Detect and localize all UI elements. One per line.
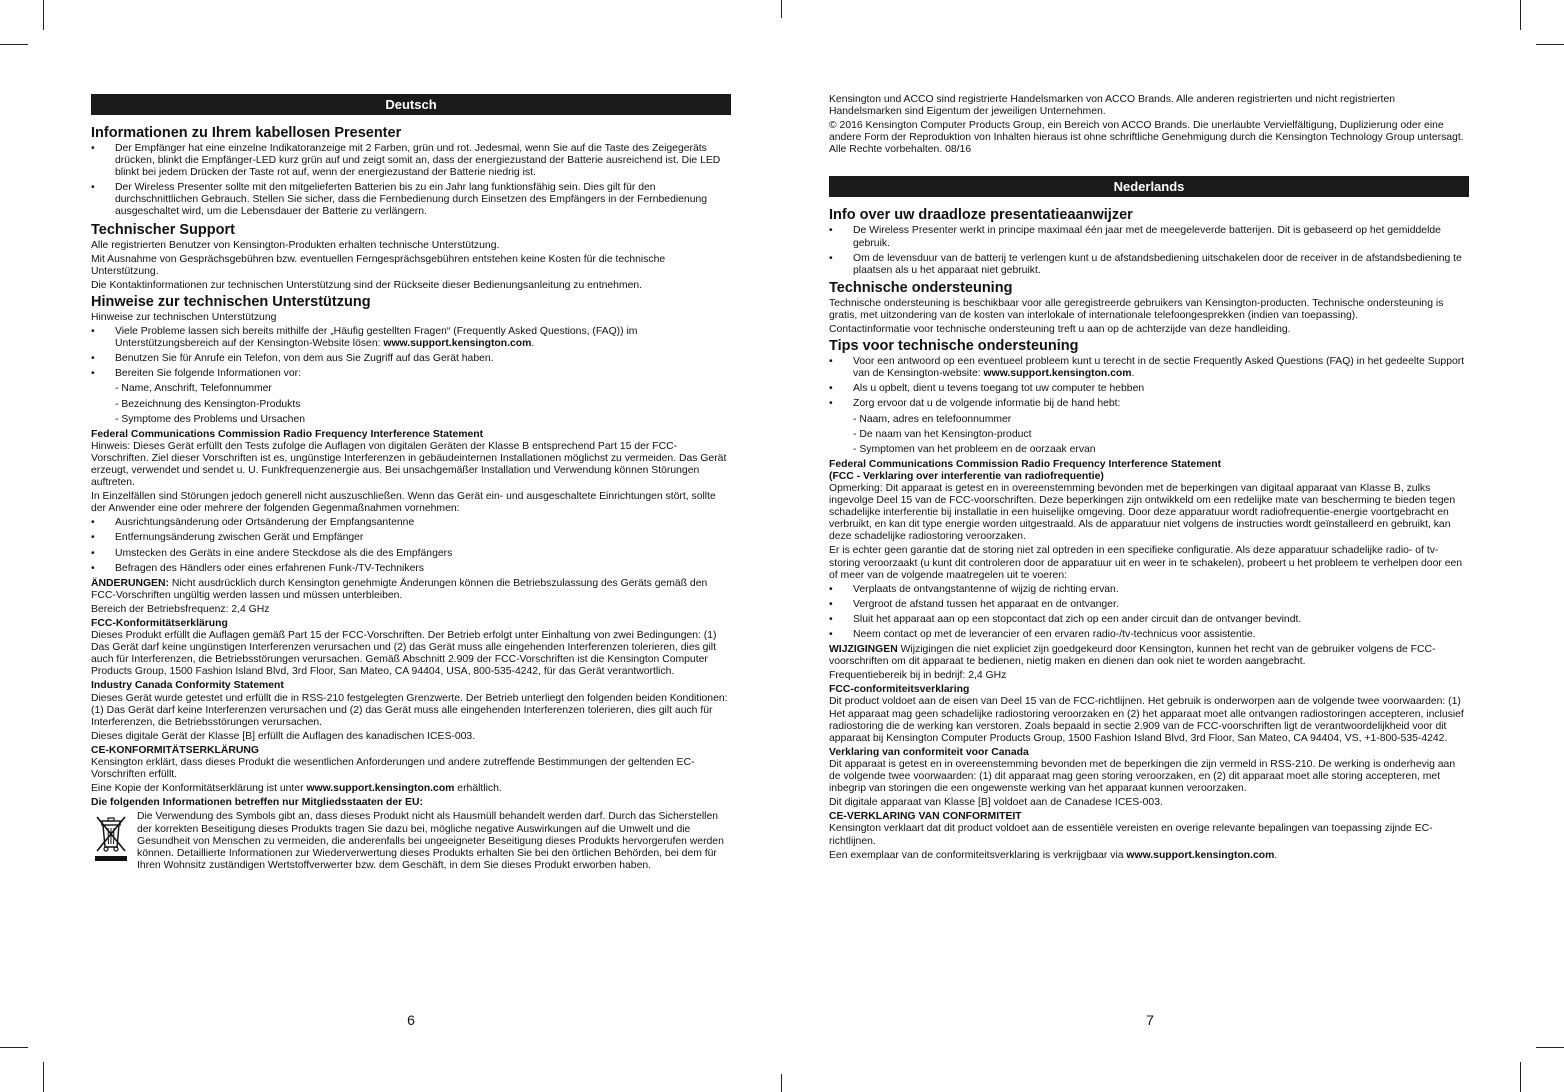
support-link[interactable]: www.support.kensington.com: [306, 783, 455, 795]
subsection-title: FCC-Konformitätserklärung: [91, 618, 228, 629]
crop-mark: [1520, 1062, 1521, 1092]
list-item: • Verplaats de ontvangstantenne of wijzig de richting ervan.: [829, 584, 1469, 596]
bullet-list: [829, 225, 1469, 276]
paragraph: Er is echter geen garantie dat de storing niet zal optreden in een specifieke configuratie. Als deze apparatuur schadelijke radio- of tv-storing veroorzaakt (u kunt dit controleren door de apparatuur uit en weer in te schakelen), probeert u het probleem te verhelpen door een of meer van de volgende maatregelen uit te voeren:: [829, 545, 1463, 581]
copyright-notice: © 2016 Kensington Computer Products Group, ein Bereich von ACCO Brands. Die unerlaubte Vervielfältigung, Duplizierung oder eine andere Form der Reproduktion von Inhalten hieraus ist ohne schriftliche Genehmigung durch die Kensington Technology Group untersagt. Alle Rechte vorbehalten. 08/16: [829, 120, 1464, 156]
paragraph: Alle registrierten Benutzer von Kensington-Produkten erhalten technische Unterstützung.: [91, 239, 500, 251]
punctuation: .: [531, 338, 535, 350]
list-item: [829, 398, 1469, 455]
list-item: • Benutzen Sie für Anrufe ein Telefon, von dem aus Sie Zugriff auf das Gerät haben.: [91, 353, 731, 365]
support-link[interactable]: www.support.kensington.com: [1126, 849, 1275, 861]
paragraph: Dit apparaat is getest en in overeenstemming bevonden met de beperkingen die zijn vermeld in RSS-210. De werking is onderhevig aan de volgende twee voorwaarden: (1) dit apparaat mag geen storing veroorzaken, en (2) dit apparaat moet alle storing accepteren, met inbegrip van storingen die een ongewenste werking van het apparaat kunnen veroorzaken.: [829, 758, 1456, 795]
paragraph: Die Kontaktinformationen zur technischen Unterstützung sind der Rückseite dieser Bedienungsanleitung zu entnehmen.: [91, 279, 643, 291]
paragraph: Dit digitale apparaat van Klasse [B] voldoet aan de Canadese ICES-003.: [829, 797, 1163, 809]
section-title: Tips voor technische ondersteuning: [829, 338, 1079, 355]
dash-item: - Naam, adres en telefoonnummer: [853, 413, 1012, 425]
section-title: Info over uw draadloze presentatieaanwijzer: [829, 207, 1133, 224]
paragraph: [829, 644, 1469, 668]
changes-label: ÄNDERUNGEN:: [91, 577, 169, 589]
list-item: • Befragen des Händlers oder eines erfahrenen Funk-/TV-Technikers: [91, 563, 731, 575]
section-title: Hinweise zur technischen Unterstützung: [91, 293, 371, 310]
bullet-list: [91, 326, 731, 426]
list-item: • Der Empfänger hat eine einzelne Indikatoranzeige mit 2 Farben, grün und rot. Jedesmal, wenn Sie auf die Taste des Zeigegeräts drücken, blinkt die Empfänger-LED kurz grün auf und zeigt somit an, dass der energiezustand der Batterie ausreichend ist. Die LED blinkt bei jedem Drücken der Taste rot auf, wenn der energiezustand der Batterie niedrig ist.: [91, 143, 731, 179]
paragraph: Kensington verklaart dat dit product voldoet aan de essentiële vereisten en overige relevante bepalingen van toepassing zijnde EC-richtlijnen.: [829, 823, 1433, 847]
support-link[interactable]: www.support.kensington.com: [383, 338, 532, 350]
dash-list: [115, 383, 731, 425]
list-item: • De Wireless Presenter werkt in principe maximaal één jaar met de meegeleverde batterijen. Dit is gebaseerd op het gemiddelde gebruik.: [829, 225, 1469, 249]
paragraph: [91, 578, 731, 602]
dash-item: - De naam van het Kensington-product: [853, 428, 1032, 440]
paragraph: Dit product voldoet aan de eisen van Deel 15 van de FCC-richtlijnen. Het gebruik is onderworpen aan de volgende twee voorwaarden: (1) Het apparaat mag geen schadelijke radiostoring veroorzaken en (2) het apparaat moet alle ontvangen radiostoringen accepteren, inclusief radiostoring die de werking kan verstoren. Zoals bepaald in sectie 2.909 van de FCC-voorschriften ligt de verantwoordelijkheid voor dit apparaat bij Kensington Computer Products Group, 1500 Fashion Island Blvd, 3rd Floor, San Mateo, CA 94404, VS, +1-800-535-4242.: [829, 696, 1464, 744]
crossed-out-wheelie-bin-icon: [93, 813, 129, 863]
subsection-title: Federal Communications Commission Radio Frequency Interference Statement: [91, 428, 484, 440]
subsection-title: Federal Communications Commission Radio Frequency Interference Statement: [829, 458, 1222, 470]
section-title: Technischer Support: [91, 221, 235, 238]
paragraph: Hinweis: Dieses Gerät erfüllt den Tests zufolge die Auflagen von digitalen Geräten der Klasse B entsprechend Part 15 der FCC-Vorschriften. Ziel dieser Vorschriften ist es, ungünstige Interferenzen in gebäudeinternen Installationen möglichst zu vermeiden. Das Gerät erzeugt, verwendet und sendet u. U. Funkfrequenzenergie aus. Bei unsachgemäßer Installation und Verwendung können Störungen auftreten.: [91, 440, 727, 489]
dash-item: - Bezeichnung des Kensington-Produkts: [115, 398, 301, 410]
paragraph-text: .: [1274, 849, 1278, 861]
page-number: 7: [1146, 1012, 1154, 1028]
trademark-notice: Kensington und ACCO sind registrierte Handelsmarken von ACCO Brands. Alle anderen registrierten und nicht registrierten Handelsmarken sind Eigentum der jeweiligen Unternehmen.: [829, 94, 1396, 118]
crop-mark: [781, 0, 782, 18]
page-number: 6: [407, 1012, 415, 1028]
list-item: • Als u opbelt, dient u tevens toegang tot uw computer te hebben: [829, 383, 1469, 395]
paragraph: [829, 850, 1469, 862]
dash-list: [853, 414, 1469, 456]
subsection-title: Verklaring van conformiteit voor Canada: [829, 746, 1029, 758]
crop-mark: [1536, 44, 1564, 45]
list-item-text: Bereiten Sie folgende Informationen vor:: [115, 368, 301, 380]
paragraph: Bereich der Betriebsfrequenz: 2,4 GHz: [91, 603, 270, 615]
subsection-title: Industry Canada Conformity Statement: [91, 680, 284, 692]
paragraph: Dieses Gerät wurde getestet und erfüllt die in RSS-210 festgelegten Grenzwerte. Der Betrieb unterliegt den folgenden beiden Konditionen: (1) Das Gerät darf keine Interferenzen verursachen und (2) das Gerät muss alle eingehenden Interferenzen tolerieren, dies gilt auch für Interferenzen, die Betriebsstörungen verursachen.: [91, 692, 728, 728]
subsection-title: FCC-conformiteitsverklaring: [829, 684, 970, 696]
dash-item: - Name, Anschrift, Telefonnummer: [115, 383, 272, 395]
list-item: • Sluit het apparaat aan op een stopcontact dat zich op een ander circuit dan de ontvanger bevindt.: [829, 614, 1469, 626]
list-item: • Entfernungsänderung zwischen Gerät und Empfänger: [91, 532, 731, 544]
list-item: • Ausrichtungsänderung oder Ortsänderung der Empfangsantenne: [91, 517, 731, 529]
list-item-text: Viele Probleme lassen sich bereits mithilfe der „Häufig gestellten Fragen“ (Frequently Asked Questions, (FAQ)) im Unterstützungsbereich auf der Kensington-Website lösen:: [115, 326, 638, 350]
list-item: • Om de levensduur van de batterij te verlengen kunt u de afstandsbediening uitschakelen door de receiver in de afstandsbediening te plaatsen als u het apparaat niet gebruikt.: [829, 253, 1469, 277]
paragraph: Frequentiebereik bij in bedrijf: 2,4 GHz: [829, 670, 1007, 682]
paragraph-text: Een exemplaar van de conformiteitsverklaring is verkrijgbaar via: [829, 849, 1127, 861]
list-item: [91, 326, 731, 350]
list-item: [91, 368, 731, 425]
paragraph: Mit Ausnahme von Gesprächsgebühren bzw. eventuellen Ferngesprächsgebühren entstehen keine Kosten für die technische Unterstützung.: [91, 253, 666, 277]
crop-mark: [43, 0, 44, 30]
language-banner: Nederlands: [829, 176, 1469, 197]
bullet-list: [91, 517, 731, 574]
punctuation: .: [1131, 368, 1135, 380]
crop-mark: [1520, 0, 1521, 30]
paragraph: Hinweise zur technischen Unterstützung: [91, 311, 277, 323]
subsection-title: Die folgenden Informationen betreffen nur Mitgliedsstaaten der EU:: [91, 797, 423, 809]
section-title: Technische ondersteuning: [829, 279, 1013, 296]
changes-label: WIJZIGINGEN: [829, 644, 898, 656]
changes-text: Nicht ausdrücklich durch Kensington genehmigte Änderungen können die Betriebszulassung des Geräts gemäß den FCC-Vorschriften ungültig werden lassen und müssen unterbleiben.: [91, 577, 708, 601]
paragraph: Contactinformatie voor technische ondersteuning treft u aan op de achterzijde van deze handleiding.: [829, 324, 1291, 336]
dash-item: - Symptomen van het probleem en de oorzaak ervan: [853, 443, 1096, 455]
list-item: • Der Wireless Presenter sollte mit den mitgelieferten Batterien bis zu ein Jahr lang funktionsfähig sein. Dies gilt für den durchschnittlichen Gebrauch. Stellen Sie sicher, dass die Fernbedienung durch Einsetzen des Empfängers in der Fernbedienung ausgeschaltet wird, um die Lebensdauer der Batterie zu verlängern.: [91, 182, 731, 218]
list-item: • Vergroot de afstand tussen het apparaat en de ontvanger.: [829, 599, 1469, 611]
page-left: [91, 94, 731, 872]
support-link[interactable]: www.support.kensington.com: [983, 368, 1132, 380]
paragraph: [91, 783, 731, 795]
list-item-text: Voor een antwoord op een eventueel probleem kunt u terecht in de sectie Frequently Asked Questions (FAQ) in het gedeelte Support van de Kensington-website:: [853, 356, 1465, 380]
crop-mark: [0, 1047, 28, 1048]
paragraph: Dieses Produkt erfüllt die Auflagen gemäß Part 15 der FCC-Vorschriften. Der Betrieb erfolgt unter Einhaltung von zwei Bedingungen: (1) Das Gerät darf keine ungünstigen Interferenzen verursachen und (2) das Gerät muss alle eingehenden Interferenzen tolerieren, dies gilt auch für Interferenzen, die Betriebsstörungen verursachen. Gemäß Abschnitt 2.909 der FCC-Vorschriften ist die Kensington Computer Products Group, 1500 Fashion Island Blvd, 3rd Floor, San Mateo, CA 94404, USA, 800-535-4242, für das Gerät verantwortlich.: [91, 630, 717, 678]
list-item: [829, 356, 1469, 380]
weee-text: Die Verwendung des Symbols gibt an, dass dieses Produkt nicht als Hausmüll behandelt werden darf. Durch das Sicherstellen der korrekten Beseitigung dieses Produkts tragen Sie dazu bei, mögliche negative Auswirkungen auf die Umwelt und die Gesundheit von Menschen zu vermeiden, die anderenfalls bei ungeeigneter Beseitigung dieses Produkts hervorgerufen werden können. Detaillierte Informationen zur Wiederverwertung dieses Produkts erhalten Sie bei den örtlichen Behörden, bei dem für Ihren Wohnsitz zuständigen Wertstoffverwerter bzw. dem Geschäft, in dem Sie dieses Produkt erworben haben.: [137, 811, 724, 871]
weee-notice: [91, 811, 731, 871]
crop-mark: [1536, 1047, 1564, 1048]
bullet-list: [829, 584, 1469, 641]
list-item: • Umstecken des Geräts in eine andere Steckdose als die des Empfängers: [91, 548, 731, 560]
paragraph: In Einzelfällen sind Störungen jedoch generell nicht auszuschließen. Wenn das Gerät ein- und ausgeschaltete Einrichtungen stört, sollte der Anwender eine oder mehrere der folgenden Gegenmaßnahmen vornehmen:: [91, 491, 716, 515]
page-right: [829, 94, 1469, 864]
subsection-title: CE-VERKLARING VAN CONFORMITEIT: [829, 811, 1022, 823]
language-banner: Deutsch: [91, 94, 731, 115]
list-item-text: Zorg ervoor dat u de volgende informatie bij de hand hebt:: [853, 398, 1121, 410]
paragraph-text: Eine Kopie der Konformitätserklärung ist unter: [91, 783, 307, 795]
paragraph: Technische ondersteuning is beschikbaar voor alle geregistreerde gebruikers van Kensington-producten. Technische ondersteuning is gratis, met uitzondering van de kosten van interlokale of internationale telefoongesprekken (indien van toepassing).: [829, 297, 1444, 321]
paragraph: Dieses digitale Gerät der Klasse [B] erfüllt die Auflagen des kanadischen ICES-003.: [91, 730, 476, 742]
crop-mark: [43, 1062, 44, 1092]
crop-mark: [0, 44, 28, 45]
bullet-list: [91, 143, 731, 219]
subsection-title: CE-KONFORMITÄTSERKLÄRUNG: [91, 744, 259, 756]
subsection-subtitle: (FCC - Verklaring over interferentie van radiofrequentie): [829, 470, 1104, 482]
paragraph: Kensington erklärt, dass dieses Produkt die wesentlichen Anforderungen und andere zutreffende Bestimmungen der geltenden EC-Vorschriften erfüllt.: [91, 757, 695, 781]
section-title: Informationen zu Ihrem kabellosen Presenter: [91, 125, 402, 141]
dash-item: - Symptome des Problems und Ursachen: [115, 413, 305, 425]
crop-mark: [781, 1074, 782, 1092]
bullet-list: [829, 356, 1469, 456]
paragraph-text: erhältlich.: [454, 783, 502, 795]
list-item: • Neem contact op met de leverancier of een ervaren radio-/tv-technicus voor assistentie.: [829, 629, 1469, 641]
changes-text: Wijzigingen die niet expliciet zijn goedgekeurd door Kensington, kunnen het recht van de gebruiker volgens de FCC-voorschriften om dit apparaat te bedienen, nietig maken en dienen dan ook niet te worden aangebracht.: [829, 644, 1436, 668]
paragraph: Opmerking: Dit apparaat is getest en in overeenstemming bevonden met de beperkingen van digitaal apparaat van Klasse B, zulks ingevolge Deel 15 van de FCC-voorschriften. Deze beperkingen zijn ontwikkeld om een redelijke mate van bescherming te bieden tegen schadelijke interferentie bij installatie in een huiselijke omgeving. Door deze apparatuur wordt radiofrequentie-energie voortgebracht en verbruikt, en kan dit type energie worden uitgestraald. Als de apparatuur niet volgens de instructies wordt geïnstalleerd en gebruikt, kan deze schadelijke radiostoring veroorzaken.: [829, 482, 1456, 543]
